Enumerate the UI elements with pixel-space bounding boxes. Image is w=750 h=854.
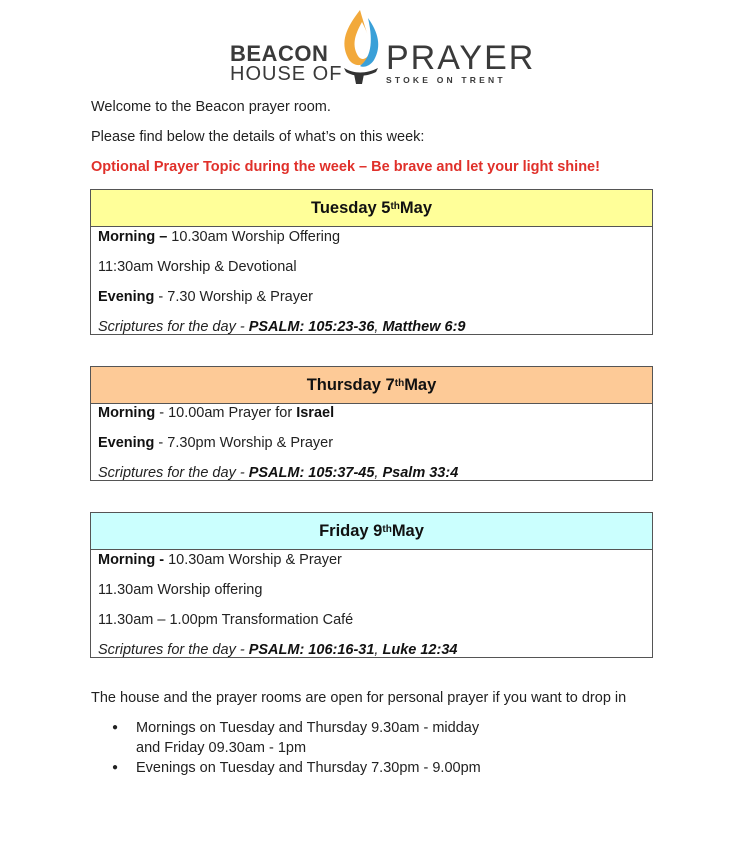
logo-line-house-of: HOUSE OF	[230, 63, 343, 85]
list-item	[112, 758, 481, 778]
row-text: 11:30am Worship & Devotional	[98, 259, 297, 275]
row-label: Morning –	[98, 229, 168, 245]
scripture-row	[98, 465, 458, 481]
schedule-row	[98, 552, 342, 568]
day-heading: Friday 9 $^{th}$ May	[91, 513, 652, 550]
details-text: Please find below the details of what’s on this week:	[91, 129, 425, 145]
day-box-friday	[90, 512, 653, 658]
day-month: May	[404, 375, 437, 394]
scripture-label: Scriptures for the day -	[98, 642, 249, 658]
scripture-row	[98, 319, 465, 335]
scripture-row	[98, 642, 457, 658]
row-label: Evening	[98, 435, 155, 451]
schedule-row	[98, 435, 333, 451]
scripture-ref: PSALM: 105:23-36	[248, 319, 375, 335]
list-item	[112, 718, 481, 758]
day-month: May	[399, 198, 433, 217]
row-text: - 7.30pm Worship & Prayer	[154, 435, 334, 451]
row-label: Israel	[296, 405, 335, 421]
flame-icon	[332, 8, 386, 88]
beacon-logo	[228, 8, 536, 90]
row-text: 11.30am Worship offering	[98, 582, 263, 598]
day-name: Tuesday 5	[310, 198, 391, 217]
logo-right-text	[386, 39, 536, 85]
schedule-row	[98, 612, 353, 628]
logo-left-text	[230, 41, 343, 85]
scripture-sep: ,	[374, 319, 383, 335]
day-month: May	[391, 521, 424, 540]
row-text: 11.30am – 1.00pm Transformation Café	[98, 612, 354, 628]
scripture-sep: ,	[374, 642, 383, 658]
day-box-thursday	[90, 366, 653, 481]
row-text: 10.30am Worship Offering	[167, 229, 341, 245]
list-item-line: and Friday 09.30am - 1pm	[136, 740, 307, 756]
day-name: Friday 9	[319, 521, 383, 540]
scripture-ref: Matthew 6:9	[382, 319, 466, 335]
day-heading: Tuesday 5 $^{th}$ May	[91, 190, 652, 227]
row-label: Morning	[98, 405, 156, 421]
day-heading: Thursday 7 $^{th}$ May	[91, 367, 652, 404]
list-item-line: Mornings on Tuesday and Thursday 9.30am - midday	[136, 720, 480, 736]
prayer-topic: Optional Prayer Topic during the week – Be brave and let your light shine!	[91, 159, 600, 175]
row-label: Evening	[98, 289, 155, 305]
open-text: The house and the prayer rooms are open for personal prayer if you want to drop in	[91, 690, 627, 706]
day-name: Thursday 7	[306, 375, 395, 394]
row-text: - 7.30 Worship & Prayer	[154, 289, 313, 305]
scripture-ref: Luke 12:34	[382, 642, 458, 658]
logo-word-prayer: PRAYER	[386, 39, 536, 77]
list-item-line: Evenings on Tuesday and Thursday 7.30pm - 9.00pm	[136, 760, 481, 776]
scripture-ref: Psalm 33:4	[382, 465, 459, 481]
schedule-row	[98, 259, 297, 275]
opening-hours-list	[112, 718, 481, 778]
scripture-ref: PSALM: 105:37-45	[248, 465, 375, 481]
row-text: 10.30am Worship & Prayer	[164, 552, 342, 568]
row-text: - 10.00am Prayer for	[155, 405, 297, 421]
welcome-text: Welcome to the Beacon prayer room.	[91, 99, 331, 115]
schedule-row	[98, 289, 313, 305]
scripture-label: Scriptures for the day -	[98, 465, 249, 481]
schedule-row	[98, 582, 262, 598]
scripture-label: Scriptures for the day -	[98, 319, 249, 335]
scripture-ref: PSALM: 106:16-31	[248, 642, 375, 658]
logo-subtitle: STOKE ON TRENT	[386, 75, 506, 85]
scripture-sep: ,	[374, 465, 383, 481]
logo-line-beacon: BEACON	[230, 41, 329, 66]
schedule-row	[98, 405, 334, 421]
row-label: Morning -	[98, 552, 165, 568]
day-box-tuesday	[90, 189, 653, 335]
schedule-row	[98, 229, 340, 245]
